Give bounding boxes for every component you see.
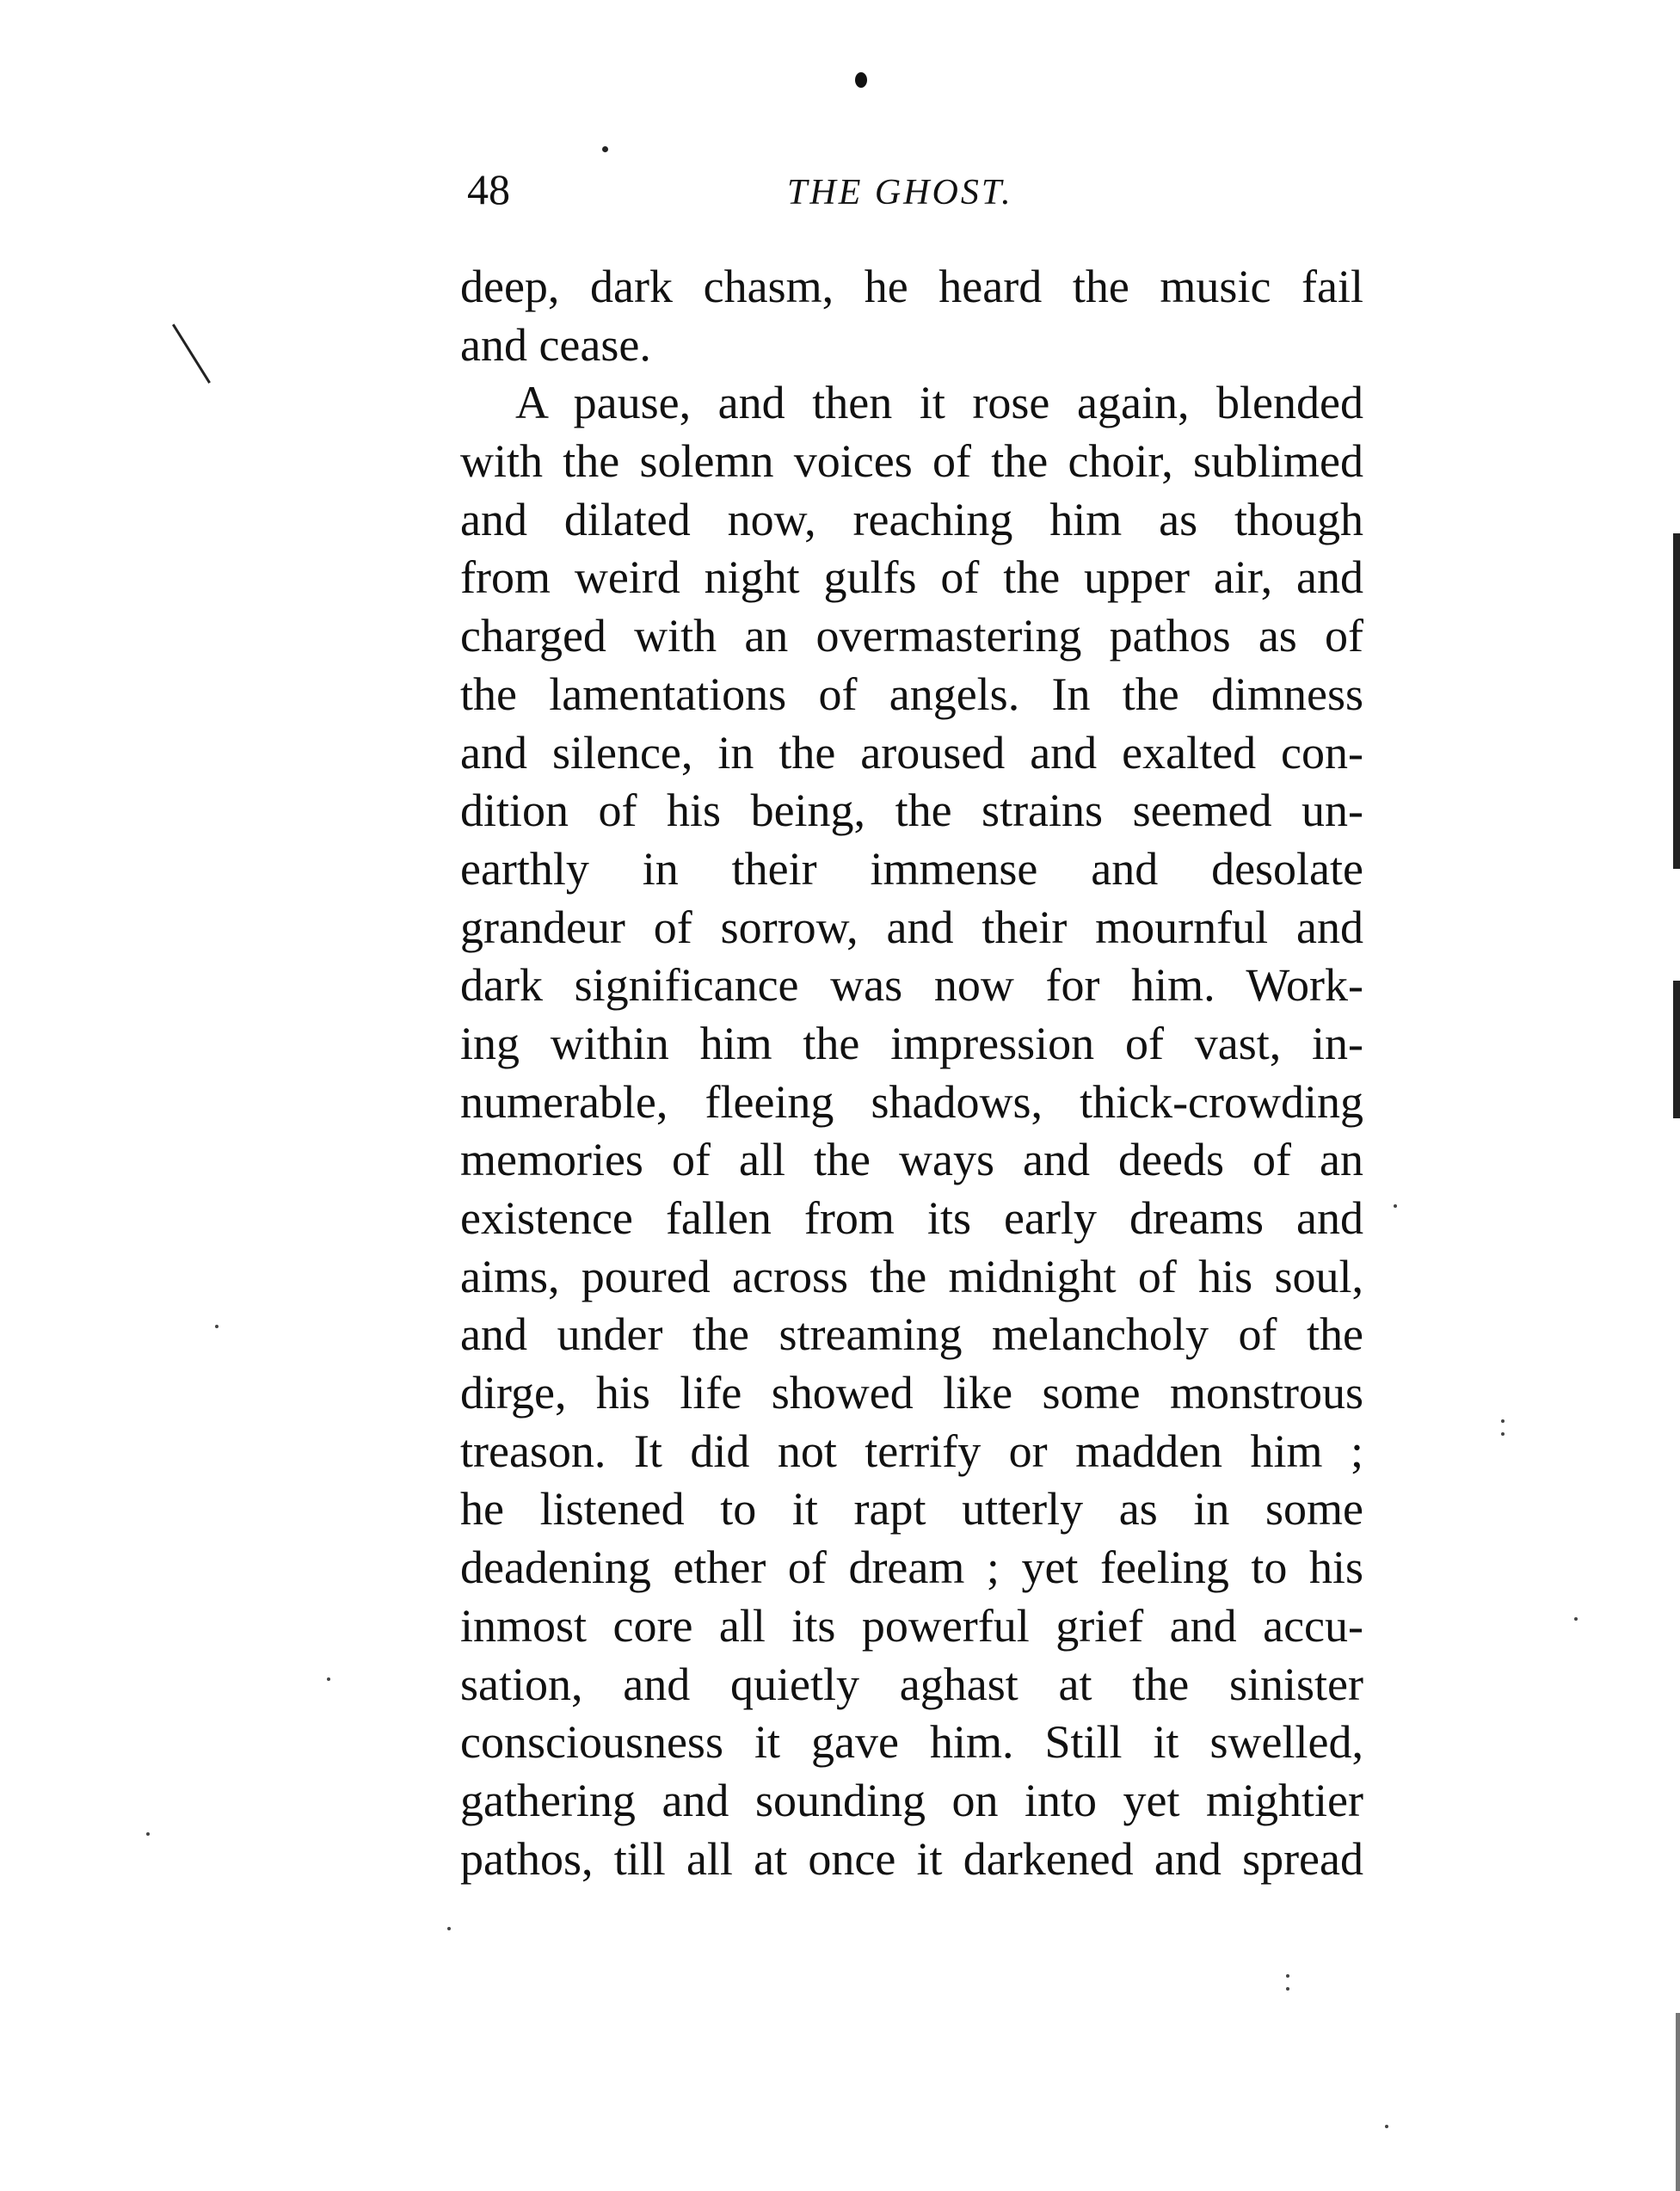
text-line: earthly in their immense and desolate	[460, 842, 1363, 895]
paper-speck	[1501, 1432, 1505, 1436]
text-line: with the solemn voices of the choir, sublimed	[460, 435, 1363, 488]
paper-speck	[146, 1832, 150, 1836]
text-line: existence fallen from its early dreams and	[460, 1192, 1363, 1244]
text-line: and cease.	[460, 318, 651, 371]
text-line: aims, poured across the midnight of his soul,	[460, 1250, 1363, 1302]
paper-speck	[1385, 2125, 1388, 2128]
paper-speck	[1501, 1419, 1505, 1423]
text-line: pathos, till all at once it darkened and spread	[460, 1832, 1363, 1885]
text-line: gathering and sounding on into yet mightier	[460, 1774, 1363, 1826]
text-line: dirge, his life showed like some monstrous	[460, 1367, 1363, 1419]
paper-speck	[1286, 1987, 1289, 1991]
paper-speck	[602, 146, 608, 152]
page-number: 48	[467, 165, 510, 213]
text-line: A pause, and then it rose again, blended	[515, 377, 1363, 429]
binding-edge-lower	[1676, 2013, 1680, 2191]
text-line: deadening ether of dream ; yet feeling to his	[460, 1542, 1363, 1594]
text-line: and dilated now, reaching him as though	[460, 493, 1363, 545]
running-header	[460, 159, 1363, 219]
paper-speck	[1394, 1204, 1397, 1208]
text-line: treason. It did not terrify or madden him ;	[460, 1425, 1363, 1477]
text-line: from weird night gulfs of the upper air, and	[460, 551, 1363, 604]
paper-speck	[327, 1677, 330, 1681]
binding-edge-upper	[1673, 533, 1680, 869]
stray-mark	[172, 323, 211, 383]
text-line: and under the streaming melancholy of the	[460, 1308, 1363, 1361]
body-text	[460, 258, 1363, 1888]
text-line: sation, and quietly aghast at the sinister	[460, 1658, 1363, 1710]
text-line: he listened to it rapt utterly as in some	[460, 1483, 1363, 1536]
text-line: and silence, in the aroused and exalted con-	[460, 726, 1363, 779]
paper-speck	[1574, 1617, 1578, 1621]
paper-speck	[1286, 1974, 1289, 1978]
text-line: charged with an overmastering pathos as of	[460, 610, 1363, 662]
text-line: deep, dark chasm, he heard the music fail	[460, 261, 1363, 312]
text-line: grandeur of sorrow, and their mournful and	[460, 901, 1363, 953]
running-title: THE GHOST.	[787, 173, 1013, 212]
paper-speck	[215, 1325, 218, 1328]
text-line: dition of his being, the strains seemed un-	[460, 785, 1363, 837]
binding-edge-middle	[1673, 981, 1680, 1118]
text-line: consciousness it gave him. Still it swelled,	[460, 1716, 1363, 1769]
text-line: memories of all the ways and deeds of an	[460, 1134, 1363, 1186]
paper-speck	[447, 1927, 451, 1930]
text-line: inmost core all its powerful grief and accu-	[460, 1599, 1363, 1652]
text-line: numerable, fleeing shadows, thick-crowding	[460, 1075, 1363, 1128]
text-line: the lamentations of angels. In the dimness	[460, 668, 1363, 720]
printer-ornament	[855, 72, 867, 88]
text-line: dark significance was now for him. Work-	[460, 959, 1363, 1012]
text-line: ing within him the impression of vast, in-	[460, 1017, 1363, 1069]
